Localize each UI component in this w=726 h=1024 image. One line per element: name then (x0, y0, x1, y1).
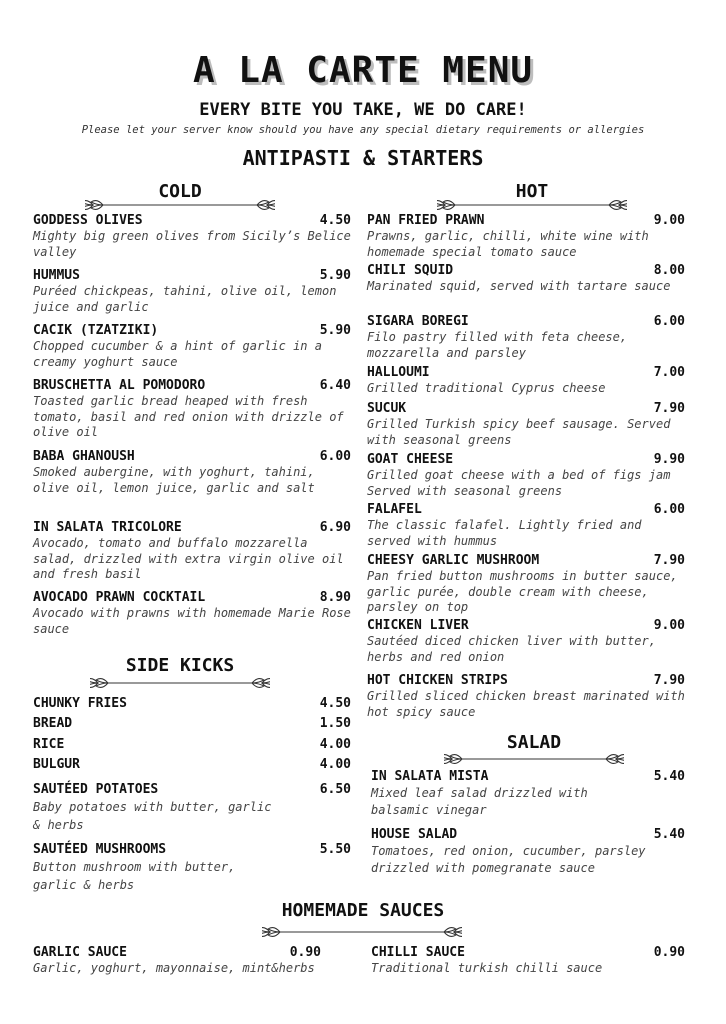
item-price: 6.00 (319, 449, 351, 464)
item-description: Chopped cucumber & a hint of garlic in a creamy yoghurt sauce (33, 339, 322, 369)
item-description: The classic falafel. Lightly fried and served with hummus (367, 518, 642, 548)
item-price: 7.90 (653, 401, 685, 416)
item-name: BABA GHANOUSH (33, 449, 135, 464)
item-price: 9.00 (653, 213, 685, 228)
item-price: 6.90 (319, 520, 351, 535)
item-price: 6.50 (319, 782, 351, 797)
cold-title: COLD (158, 181, 202, 202)
item-name: FALAFEL (367, 502, 422, 517)
item-name: SAUTÉED MUSHROOMS (33, 842, 167, 857)
item-name: GOAT CHEESE (367, 452, 454, 467)
item-price: 5.50 (319, 842, 351, 857)
menu-item (367, 501, 685, 549)
item-name: CHILI SQUID (367, 263, 454, 278)
item-name: BRUSCHETTA AL POMODORO (33, 378, 206, 393)
item-price: 5.90 (319, 323, 351, 338)
salad-title: SALAD (506, 732, 562, 753)
item-name: SAUTÉED POTATOES (33, 782, 159, 797)
menu-item (367, 552, 685, 616)
menu-item (33, 267, 351, 315)
menu-item (33, 756, 351, 773)
item-name: HOT CHICKEN STRIPS (367, 673, 508, 688)
sauces-title: HOMEMADE SAUCES (281, 900, 445, 921)
item-price: 5.40 (653, 827, 685, 842)
item-name: HUMMUS (33, 268, 80, 283)
item-description: Grilled goat cheese with a bed of figs jam Served with seasonal greens (367, 468, 671, 498)
item-description: Avocado, tomato and buffalo mozzarella salad, drizzled with extra virgin olive oil and fresh basil (33, 536, 344, 581)
item-price: 6.40 (319, 378, 351, 393)
item-name: GODDESS OLIVES (33, 213, 143, 228)
menu-item (367, 313, 685, 361)
menu-item (33, 322, 351, 370)
menu-item (33, 589, 351, 637)
item-name: BULGUR (33, 757, 80, 772)
item-name: SIGARA BOREGI (367, 314, 469, 329)
menu-item (367, 672, 685, 720)
menu-item (371, 768, 685, 819)
item-name: CACIK (TZATZIKI) (33, 323, 159, 338)
item-description: Puréed chickpeas, tahini, olive oil, lemon juice and garlic (33, 284, 337, 314)
menu-item (33, 448, 351, 496)
menu-title: A LA CARTE MENU (192, 50, 534, 91)
item-name: CHILLI SAUCE (371, 945, 465, 960)
item-price: 4.50 (319, 696, 351, 711)
hot-divider-ornament (437, 197, 627, 213)
item-description: Filo pastry filled with feta cheese, mozzarella and parsley (367, 330, 628, 360)
item-name: RICE (33, 737, 65, 752)
item-price: 4.00 (319, 757, 351, 772)
menu-item (367, 617, 685, 665)
item-name: GARLIC SAUCE (33, 945, 127, 960)
item-name: CHEESY GARLIC MUSHROOM (367, 553, 540, 568)
hot-title: HOT (515, 181, 549, 202)
item-name: PAN FRIED PRAWN (367, 213, 485, 228)
menu-item (367, 262, 685, 295)
item-description: Grilled Turkish spicy beef sausage. Served with seasonal greens (367, 417, 671, 447)
sauces-divider-ornament (262, 924, 462, 940)
item-description: Baby potatoes with butter, garlic & herbs (33, 800, 272, 832)
item-price: 7.90 (653, 673, 685, 688)
item-description: Garlic, yoghurt, mayonnaise, mint&herbs (33, 961, 315, 975)
item-name: CHICKEN LIVER (367, 618, 469, 633)
menu-item (33, 944, 351, 977)
menu-item (367, 400, 685, 448)
item-price: 0.90 (653, 945, 685, 960)
item-name: HOUSE SALAD (371, 827, 458, 842)
item-description: Prawns, garlic, chilli, white wine with homemade special tomato sauce (367, 229, 649, 259)
menu-item (33, 695, 351, 712)
item-name: IN SALATA TRICOLORE (33, 520, 182, 535)
menu-item (33, 715, 351, 732)
item-price: 6.00 (653, 502, 685, 517)
salad-divider-ornament (444, 751, 624, 767)
antipasti-title: ANTIPASTI & STARTERS (242, 146, 484, 170)
item-price: 6.00 (653, 314, 685, 329)
side-kicks-divider-ornament (90, 675, 270, 691)
item-price: 4.50 (319, 213, 351, 228)
dietary-note: Please let your server know should you have any special dietary requirements or allergies (81, 124, 645, 136)
item-price: 9.00 (653, 618, 685, 633)
item-price: 8.90 (319, 590, 351, 605)
item-price: 0.90 (289, 945, 321, 960)
item-description: Toasted garlic bread heaped with fresh tomato, basil and red onion with drizzle of olive oil (33, 394, 344, 439)
item-description: Grilled sliced chicken breast marinated with hot spicy sauce (367, 689, 685, 719)
item-description: Mighty big green olives from Sicily’s Belice valley (33, 229, 351, 259)
item-description: Smoked aubergine, with yoghurt, tahini, olive oil, lemon juice, garlic and salt (33, 465, 315, 495)
item-price: 5.90 (319, 268, 351, 283)
item-price: 5.40 (653, 769, 685, 784)
item-name: BREAD (33, 716, 73, 731)
item-price: 8.00 (653, 263, 685, 278)
item-description: Traditional turkish chilli sauce (371, 961, 603, 975)
menu-item (33, 377, 351, 441)
menu-item (33, 781, 351, 834)
menu-item (367, 451, 685, 499)
item-name: SUCUK (367, 401, 407, 416)
item-name: AVOCADO PRAWN COCKTAIL (33, 590, 206, 605)
item-description: Avocado with prawns with homemade Marie Rose sauce (33, 606, 351, 636)
menu-item (33, 736, 351, 753)
cold-divider-ornament (85, 197, 275, 213)
tagline: EVERY BITE YOU TAKE, WE DO CARE! (199, 100, 527, 120)
menu-item (367, 364, 685, 397)
item-price: 7.00 (653, 365, 685, 380)
menu-item (371, 944, 685, 977)
item-description: Pan fried button mushrooms in butter sauce, garlic purée, double cream with cheese, parsley on top (367, 569, 678, 614)
item-price: 9.90 (653, 452, 685, 467)
menu-item (33, 841, 351, 894)
item-description: Grilled traditional Cyprus cheese (367, 381, 606, 395)
item-description: Marinated squid, served with tartare sauce (367, 279, 671, 293)
item-name: HALLOUMI (367, 365, 430, 380)
item-price: 7.90 (653, 553, 685, 568)
item-description: Sautéed diced chicken liver with butter, herbs and red onion (367, 634, 656, 664)
item-name: IN SALATA MISTA (371, 769, 489, 784)
menu-item (33, 519, 351, 583)
menu-item (33, 212, 351, 260)
item-name: CHUNKY FRIES (33, 696, 127, 711)
menu-item (371, 826, 685, 877)
side-kicks-title: SIDE KICKS (125, 655, 235, 676)
menu-item (367, 212, 685, 260)
item-description: Tomatoes, red onion, cucumber, parsley drizzled with pomegranate sauce (371, 844, 646, 875)
item-price: 4.00 (319, 737, 351, 752)
item-price: 1.50 (319, 716, 351, 731)
item-description: Button mushroom with butter, garlic & herbs (33, 860, 236, 892)
item-description: Mixed leaf salad drizzled with balsamic vinegar (371, 786, 588, 817)
